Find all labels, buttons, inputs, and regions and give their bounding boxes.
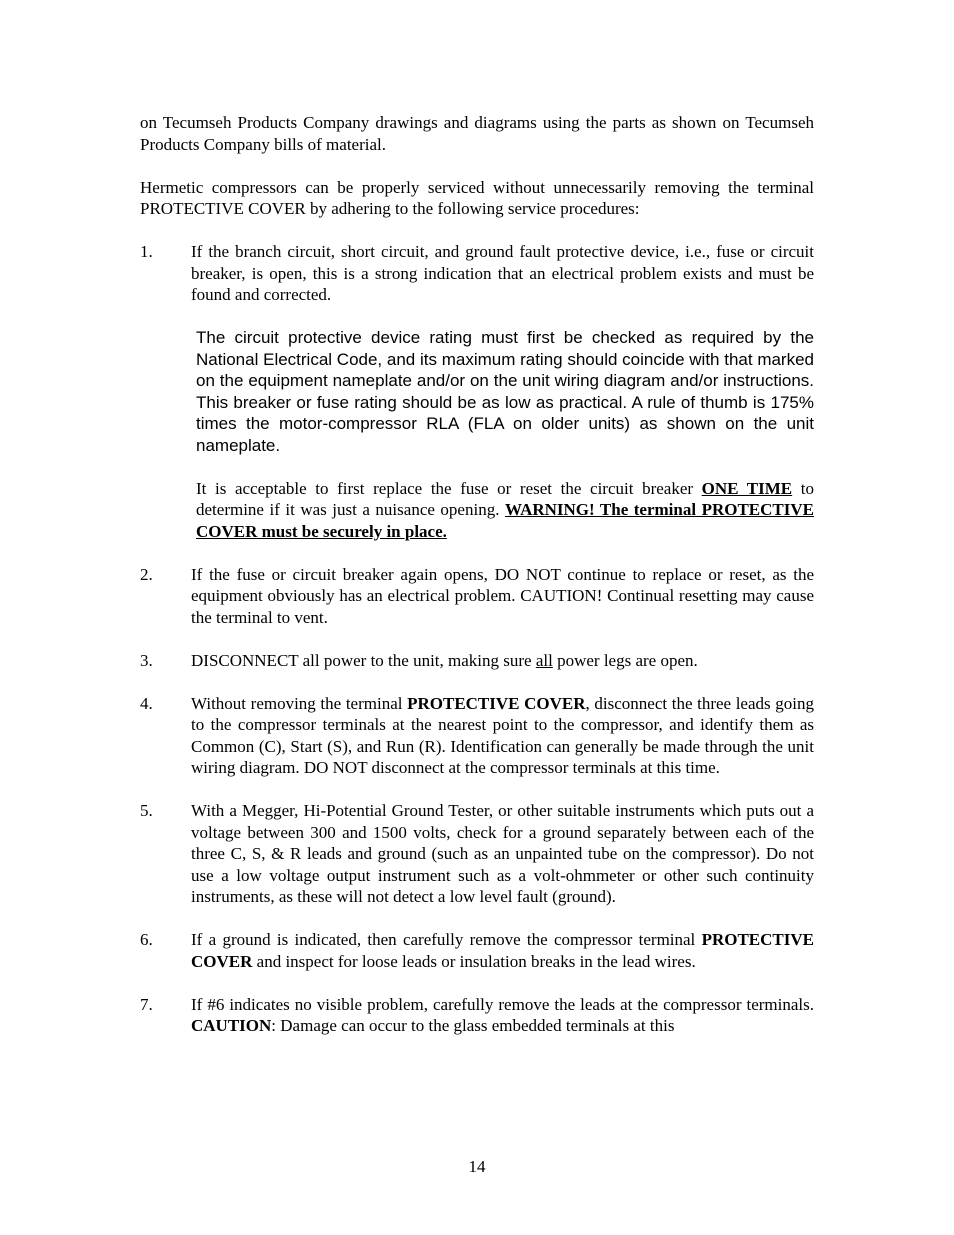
item-text-a: If a ground is indicated, then carefully remove the compressor terminal [191, 930, 702, 949]
circuit-rating-note: The circuit protective device rating must first be checked as required by the National Electrical Code, and its maximum rating should coincide with that marked on the equipment nameplate and/or on the unit wiring diagram and/or instructions. This breaker or fuse rating should be as low as practical. A rule of thumb is 175% times the motor-compressor RLA (FLA on older units) as shown on the unit nameplate. [196, 328, 814, 455]
item-text-c: : Damage can occur to the glass embedded terminals at this [271, 1016, 675, 1035]
reset-text-c: to determine if it was just a nuisance opening. [196, 478, 814, 519]
document-page [140, 112, 814, 1058]
item-text: With a Megger, Hi-Potential Ground Tester, or other suitable instruments which puts out a voltage between 300 and 1500 volts, check for a ground separately between each of the three C, S, & R leads and ground (such as an unpainted tube on the compressor). Do not use a low voltage output instrument such as a volt-ohmmeter or other such continuity instruments, as these will not detect a low level fault (ground). [191, 801, 814, 906]
item-text-a: DISCONNECT all power to the unit, making sure [191, 650, 536, 670]
item-body [191, 241, 814, 542]
item-number: 7. [140, 994, 153, 1014]
item-text-a: Without removing the terminal [191, 693, 408, 713]
item-text [191, 994, 814, 1037]
reset-text-a: It is acceptable to first replace the fuse or reset the circuit breaker [196, 478, 702, 498]
reset-warning-note [196, 478, 814, 543]
item-text-c: power legs are open. [552, 650, 698, 670]
item-text [191, 929, 814, 972]
item-number: 3. [140, 650, 153, 670]
item-text [191, 693, 814, 779]
item-text [191, 650, 814, 672]
list-item-2 [140, 564, 814, 629]
list-item-1 [140, 241, 814, 542]
item-number: 1. [140, 242, 153, 261]
intro-paragraph-2: Hermetic compressors can be properly serviced without unnecessarily removing the terminal PROTECTIVE COVER by adhering to the following service procedures: [140, 177, 814, 218]
item-text: If the fuse or circuit breaker again opens, DO NOT continue to replace or reset, as the equipment obviously has an electrical problem. CAUTION! Continual resetting may cause the terminal to vent. [191, 564, 814, 627]
intro-paragraph-1: on Tecumseh Products Company drawings and diagrams using the parts as shown on Tecumseh Products Company bills of material. [140, 113, 814, 154]
list-item-5 [140, 800, 814, 908]
item-number: 4. [140, 693, 153, 713]
item-text-c: and inspect for loose leads or insulation breaks in the lead wires. [252, 951, 696, 971]
all-underlined: all [535, 650, 553, 670]
item-text-c: , disconnect the three leads going to the compressor terminals at the nearest point to the compressor, and identify them as Common (C), Start (S), and Run (R). Identification can generally be made through the unit wiring diagram. DO NOT disconnect at the compressor terminals at this time. [191, 693, 814, 777]
item-number: 6. [140, 930, 153, 949]
item-text: If the branch circuit, short circuit, and ground fault protective device, i.e., fuse or circuit breaker, is open, this is a strong indication that an electrical problem exists and must be found and corrected. [191, 242, 814, 304]
item-number: 2. [140, 564, 153, 584]
one-time-emphasis: ONE TIME [701, 478, 793, 498]
warning-emphasis: WARNING! The terminal PROTECTIVE COVER must be securely in place. [196, 500, 814, 541]
list-item-3 [140, 650, 814, 672]
protective-cover-bold: PROTECTIVE COVER [407, 693, 586, 713]
list-item-6 [140, 929, 814, 972]
page-number: 14 [468, 1157, 486, 1176]
item-text-a: If #6 indicates no visible problem, carefully remove the leads at the compressor terminals. [191, 994, 814, 1014]
list-item-4 [140, 693, 814, 779]
protective-cover-bold: PROTECTIVE COVER [191, 930, 814, 971]
list-item-7 [140, 994, 814, 1037]
item-number: 5. [140, 801, 153, 820]
caution-bold: CAUTION [191, 1016, 272, 1035]
